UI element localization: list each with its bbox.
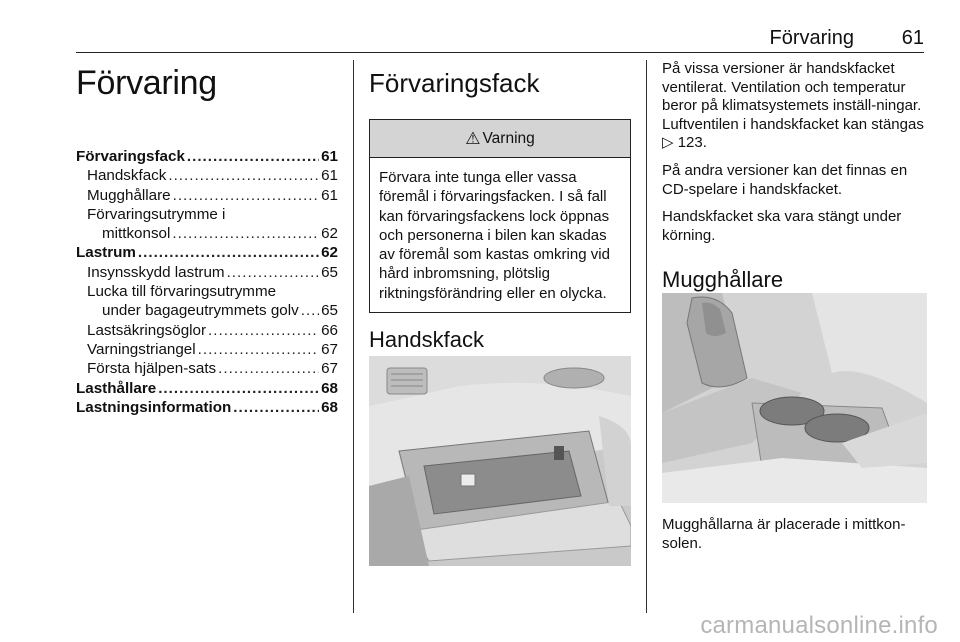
watermark: carmanualsonline.info bbox=[700, 612, 938, 639]
toc-page-number: 62 bbox=[321, 244, 338, 262]
paragraph: På andra versioner kan det finnas en CD-spelare i handskfacket. bbox=[662, 161, 908, 198]
toc-page-number: 65 bbox=[321, 263, 338, 281]
toc-entry bbox=[76, 340, 338, 359]
toc-entry bbox=[76, 147, 338, 166]
image-caption: Mugghållarna är placerade i mittkon-solen. bbox=[662, 516, 906, 552]
toc-entry-label: Lasthållare bbox=[76, 379, 157, 397]
page-header bbox=[76, 27, 924, 53]
paragraph: Handskfacket ska vara stängt under körning. bbox=[662, 208, 902, 244]
toc-leader-dots bbox=[187, 147, 319, 166]
warning-header bbox=[370, 120, 630, 158]
toc-entry-label: Varningstriangel bbox=[87, 340, 196, 358]
toc-entry-label: Lastrum bbox=[76, 244, 136, 262]
toc-leader-dots bbox=[198, 340, 319, 359]
glovebox-illustration bbox=[369, 356, 631, 566]
toc-page-number: 66 bbox=[321, 321, 338, 339]
section-heading: Förvaringsfack bbox=[369, 68, 540, 98]
toc-page-number: 68 bbox=[321, 379, 338, 397]
section-title: Förvaring bbox=[769, 27, 854, 49]
toc-page-number: 67 bbox=[321, 360, 338, 378]
subsection-heading: Handskfack bbox=[369, 327, 484, 353]
chapter-title: Förvaring bbox=[76, 64, 217, 102]
toc-page-number: 61 bbox=[321, 148, 338, 165]
toc-entry-label: Mugghållare bbox=[87, 186, 171, 204]
toc-entry bbox=[76, 263, 338, 282]
toc-entry-label: under bagageutrymmets golv bbox=[102, 302, 299, 320]
toc-page-number: 67 bbox=[321, 340, 338, 358]
warning-heading: Varning bbox=[482, 129, 535, 147]
storage-column bbox=[369, 60, 631, 353]
toc-leader-dots bbox=[227, 263, 320, 282]
toc-leader-dots bbox=[172, 224, 319, 243]
toc-page-number: 65 bbox=[321, 302, 338, 320]
toc-entry-label: Förvaringsfack bbox=[76, 148, 185, 165]
toc-page-number: 61 bbox=[321, 167, 338, 185]
toc-entry bbox=[76, 224, 338, 243]
toc-entry bbox=[76, 301, 338, 320]
table-of-contents bbox=[76, 147, 338, 417]
toc-entry bbox=[76, 166, 338, 185]
toc-entry bbox=[76, 321, 338, 340]
toc-leader-dots bbox=[173, 186, 320, 205]
toc-entry: Lucka till förvaringsutrymme bbox=[87, 283, 277, 301]
toc-leader-dots bbox=[301, 301, 319, 320]
toc-leader-dots bbox=[208, 321, 319, 340]
toc-entry-label: Handskfack bbox=[87, 167, 167, 185]
chapter-contents-column bbox=[76, 60, 338, 417]
cupholder-column bbox=[662, 60, 927, 552]
toc-leader-dots bbox=[233, 398, 319, 417]
toc-entry bbox=[76, 359, 338, 378]
toc-entry-label: mittkonsol bbox=[102, 225, 171, 243]
toc-leader-dots bbox=[138, 243, 319, 262]
paragraph: På vissa versioner är handskfacket ventilerat. Ventilation och temperatur beror på klimatsystemets inställ-ningar. Luftventilen i handskfacket kan stängas ▷ 123. bbox=[662, 60, 924, 152]
toc-entry-label: Insynsskydd lastrum bbox=[87, 263, 225, 281]
toc-leader-dots bbox=[158, 379, 319, 398]
toc-entry-label: Lastsäkringsöglor bbox=[87, 321, 207, 339]
toc-entry bbox=[76, 186, 338, 205]
warning-triangle-icon: ⚠ bbox=[465, 128, 481, 148]
toc-page-number: 62 bbox=[321, 225, 338, 243]
toc-leader-dots bbox=[168, 166, 319, 185]
column-divider bbox=[353, 60, 354, 613]
cupholder-illustration bbox=[662, 293, 927, 503]
subsection-heading: Mugghållare bbox=[662, 267, 784, 293]
toc-page-number: 68 bbox=[321, 398, 338, 416]
toc-entry bbox=[76, 398, 338, 417]
warning-box bbox=[369, 119, 631, 313]
column-divider bbox=[646, 60, 647, 613]
toc-page-number: 61 bbox=[321, 186, 338, 204]
toc-entry-label: Lastningsinformation bbox=[76, 398, 232, 416]
toc-entry bbox=[76, 243, 338, 262]
toc-entry: Förvaringsutrymme i bbox=[87, 205, 226, 223]
page-number: 61 bbox=[901, 27, 924, 49]
toc-leader-dots bbox=[218, 359, 319, 378]
toc-entry bbox=[76, 379, 338, 398]
warning-text: Förvara inte tunga eller vassa föremål i förvaringsfacken. I så fall kan förvaringsfackens lock öppnas och personerna i bilen kan skadas av föremål som kastas omkring vid hård inbromsning, plötslig riktningsförändring eller en olycka. bbox=[379, 169, 610, 302]
toc-entry-label: Första hjälpen-sats bbox=[87, 360, 217, 378]
